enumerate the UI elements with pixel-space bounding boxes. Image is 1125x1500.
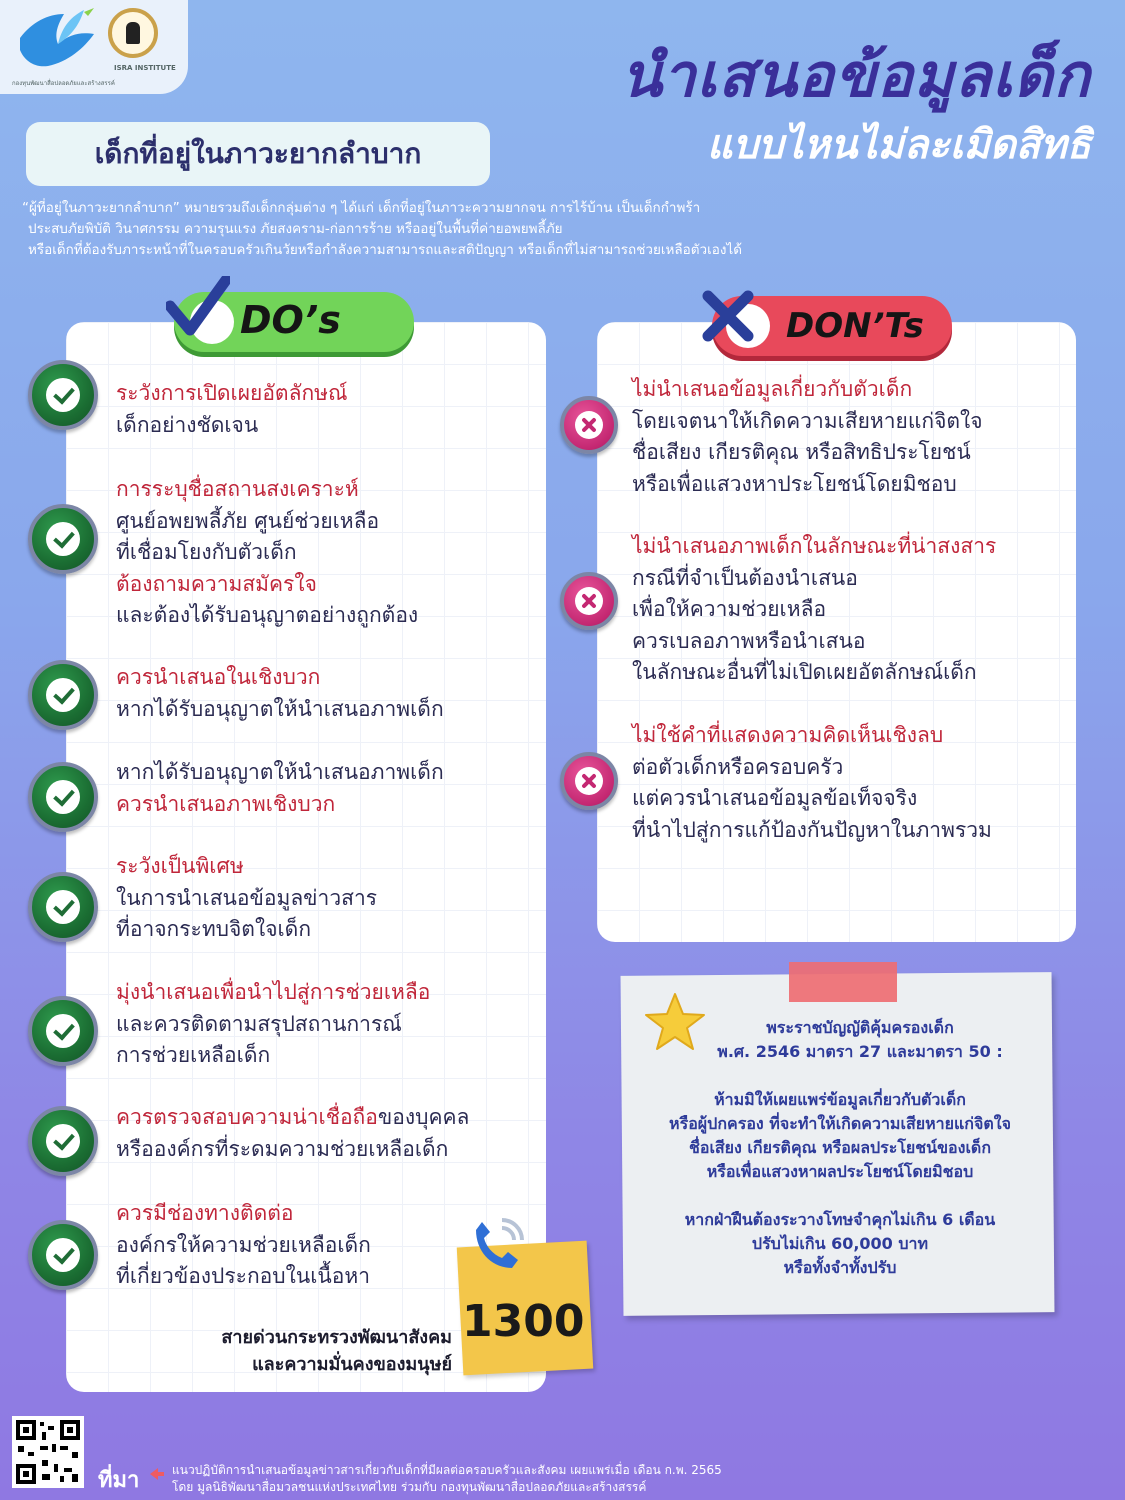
- do-item-text: ควรตรวจสอบความน่าเชื่อถือของบุคคล หรือองค์กรที่ระดมความช่วยเหลือเด็ก: [116, 1105, 470, 1161]
- isra-seal-logo-icon: [108, 8, 158, 58]
- qr-code-icon[interactable]: [12, 1416, 84, 1488]
- do-item-text: ควรนำเสนอในเชิงบวก หากได้รับอนุญาตให้นำเสนอภาพเด็ก: [116, 665, 444, 721]
- big-cross-icon: [702, 290, 754, 342]
- intro-text: [22, 198, 1102, 261]
- dont-item-text: ไม่นำเสนอภาพเด็กในลักษณะที่น่าสงสาร กรณีที่จำเป็นต้องนำเสนอ เพื่อให้ความช่วยเหลือ ควรเบลอภาพหรือนำเสนอ ในลักษณะอื่นที่ไม่เปิดเผยอัตลักษณ์เด็ก: [632, 534, 997, 684]
- donts-label: DON’Ts: [786, 306, 924, 346]
- big-checkmark-icon: [166, 276, 230, 340]
- logo-panel: [0, 0, 188, 94]
- do-item-text: การระบุชื่อสถานสงเคราะห์ ศูนย์อพยพลี้ภัย ศูนย์ช่วยเหลือ ที่เชื่อมโยงกับตัวเด็ก ต้องถามความสมัครใจ และต้องได้รับอนุญาตอย่างถูกต้อง: [116, 477, 419, 627]
- do-item-text: ระวังเป็นพิเศษ ในการนำเสนอข้อมูลข่าวสาร ที่อาจกระทบจิตใจเด็ก: [116, 854, 378, 941]
- check-circle-icon: [28, 360, 98, 430]
- right-logo-caption: ISRA INSTITUTE: [114, 64, 176, 72]
- dove-logo-icon: [14, 4, 98, 78]
- dos-label: DO’s: [240, 298, 341, 342]
- dont-item-text: ไม่ใช้คำที่แสดงความคิดเห็นเชิงลบ ต่อตัวเด็กหรือครอบครัว แต่ควรนำเสนอข้อมูลข้อเท็จจริง ที่นำไปสู่การแก้ป้องกันปัญหาในภาพรวม: [632, 723, 992, 842]
- source-label: ที่มา: [98, 1468, 140, 1493]
- page-subtitle: แบบไหนไม่ละเมิดสิทธิ: [706, 122, 1091, 168]
- law-penalty: หากฝ่าฝืนต้องระวางโทษจำคุกไม่เกิน 6 เดือน ปรับไม่เกิน 60,000 บาท หรือทั้งจำทั้งปรับ: [684, 1210, 996, 1277]
- page-title: นำเสนอข้อมูลเด็ก: [620, 41, 1091, 111]
- hotline-number: 1300: [462, 1296, 585, 1347]
- do-item-text: หากได้รับอนุญาตให้นำเสนอภาพเด็ก ควรนำเสนอภาพเชิงบวก: [116, 760, 444, 816]
- check-circle-icon: [28, 504, 98, 574]
- cross-circle-icon: [560, 752, 618, 810]
- section-pill: เด็กที่อยู่ในภาวะยากลำบาก: [26, 122, 490, 186]
- law-body: ห้ามมิให้เผยแพร่ข้อมูลเกี่ยวกับตัวเด็ก หรือผู้ปกครอง ที่จะทำให้เกิดความเสียหายแก่จิตใจ ชื่อเสียง เกียรติคุณ หรือผลประโยชน์ของเด็ก หรือเพื่อแสวงหาผลประโยชน์โดยมิชอบ: [669, 1090, 1011, 1181]
- intro-line: ประสบภัยพิบัติ วินาศกรรม ความรุนแรง ภัยสงคราม-ก่อการร้าย หรืออยู่ในพื้นที่ค่ายอพยพลี้ภัย: [28, 221, 563, 237]
- hotline-label: สายด่วนกระทรวงพัฒนาสังคม และความมั่นคงของมนุษย์: [221, 1327, 452, 1375]
- check-circle-icon: [28, 660, 98, 730]
- do-item-text: มุ่งนำเสนอเพื่อนำไปสู่การช่วยเหลือ และควรติดตามสรุปสถานการณ์ การช่วยเหลือเด็ก: [116, 980, 431, 1067]
- do-item-text: ควรมีช่องทางติดต่อ องค์กรให้ความช่วยเหลือเด็ก ที่เกี่ยวข้องประกอบในเนื้อหา: [116, 1201, 371, 1288]
- cross-circle-icon: [560, 572, 618, 630]
- check-circle-icon: [28, 762, 98, 832]
- check-circle-icon: [28, 872, 98, 942]
- tape-decoration: [789, 962, 897, 1002]
- check-circle-icon: [28, 1106, 98, 1176]
- intro-line: “ผู้ที่อยู่ในภาวะยากลำบาก” หมายรวมถึงเด็กกลุ่มต่าง ๆ ได้แก่ เด็กที่อยู่ในภาวะความยากจน การไร้บ้าน เป็นเด็กกำพร้า: [22, 200, 701, 216]
- check-circle-icon: [28, 996, 98, 1066]
- dont-item-text: ไม่นำเสนอข้อมูลเกี่ยวกับตัวเด็ก โดยเจตนาให้เกิดความเสียหายแก่จิตใจ ชื่อเสียง เกียรติคุณ หรือสิทธิประโยชน์ หรือเพื่อแสวงหาประโยชน์โดยมิชอบ: [632, 377, 983, 496]
- law-heading: พระราชบัญญัติคุ้มครองเด็ก พ.ศ. 2546 มาตรา 27 และมาตรา 50 :: [717, 1018, 1003, 1061]
- source-text: แนวปฏิบัติการนำเสนอข้อมูลข่าวสารเกี่ยวกับเด็กที่มีผลต่อครอบครัวและสังคม เผยแพร่เมื่อ เดือน ก.พ. 2565 โดย มูลนิธิพัฒนาสื่อมวลชนแห่งประเทศไทย ร่วมกับ กองทุนพัฒนาสื่อปลอดภัยและสร้างสรรค์: [172, 1463, 722, 1494]
- left-logo-caption: กองทุนพัฒนาสื่อปลอดภัยและสร้างสรรค์: [12, 80, 115, 87]
- cross-circle-icon: [560, 396, 618, 454]
- check-circle-icon: [28, 1220, 98, 1290]
- do-item-text: ระวังการเปิดเผยอัตลักษณ์ เด็กอย่างชัดเจน: [116, 381, 348, 437]
- intro-line: หรือเด็กที่ต้องรับภาระหน้าที่ในครอบครัวเกินวัยหรือกำลังความสามารถและสติปัญญา หรือเด็กที่ไม่สามารถช่วยเหลือตัวเองได้: [28, 242, 742, 258]
- phone-icon: [462, 1210, 532, 1280]
- pointer-arrow-icon: [148, 1466, 166, 1482]
